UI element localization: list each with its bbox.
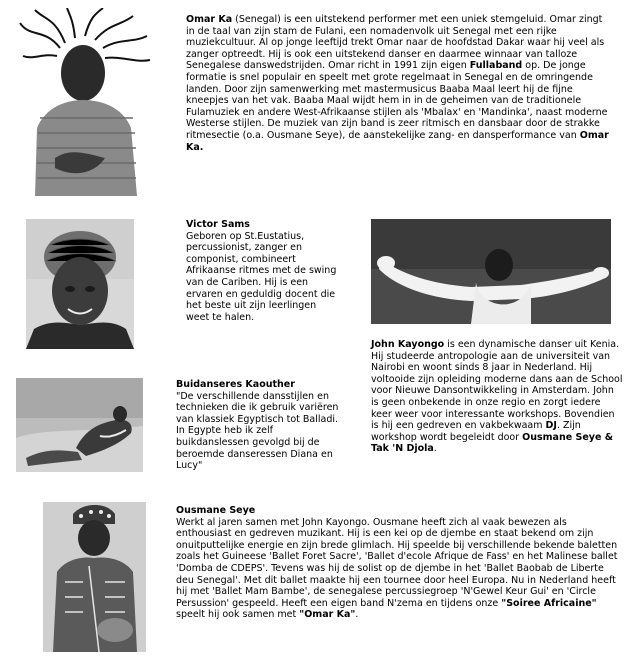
victor-sams-name: Victor Sams [186, 219, 250, 230]
fullaband-name: Fullaband [469, 60, 523, 72]
ousmane-seye-bio [176, 505, 622, 621]
accompaniment-name: Ousmane Seye & Tak 'N Djola [371, 431, 613, 455]
ousmane-seye-end: . [355, 609, 359, 621]
victor-sams-bio [186, 219, 338, 323]
omar-ka-bio [186, 14, 611, 153]
kaouther-text: "De verschillende dansstijlen en technieken die ik gebruik variëren van klassiek Egyptisch tot Balladi. In Egypte heb ik zelf buikdanslessen gevolgd bij de beroemde danseressen Diana en Lucy" [176, 390, 339, 472]
ousmane-end-name: "Omar Ka" [299, 609, 356, 621]
omar-ka-end-name: Omar Ka. [186, 129, 609, 153]
john-kayongo-name: John Kayongo [371, 339, 445, 350]
dj-label: DJ [545, 420, 557, 432]
ousmane-seye-text: Werkt al jaren samen met John Kayongo. Ousmane heeft zich al vaak bewezen als enthousiast en gedreven muzikant. Hij is een kei op de djembe en staat bekend om zijn onuitputtelijke energie en zijn brede glimlach. Hij speelde bij verschillende bekende baletten zoals het Guineese 'Ballet Foret Sacre', 'Ballet d'ecole Afrique de Fass' en het Malinese ballet 'Domba de CDEPS'. Tevens was hij de solist op de djembe in het 'Ballet Baobab de Liberte deu Senegal'. Met dit ballet maakte hij een tournee door heel Europa. Nu in Nederland heeft hij met 'Ballet Mam Bambe', de senegalese percussiegroep 'N'Gewel Keur Gui' en 'Circle Persussion' gespeeld. Heeft een eigen band N'zema en tijdens onze [176, 516, 618, 609]
john-kayongo-text2: . Zijn workshop wordt begeleidt door [371, 420, 581, 443]
omar-ka-photo [15, 8, 157, 196]
ousmane-seye-photo [43, 502, 146, 652]
kaouther-name: Buidanseres Kaouther [176, 379, 295, 390]
kaouther-bio [176, 379, 346, 472]
omar-ka-name: Omar Ka [186, 14, 233, 25]
ousmane-seye-name: Ousmane Seye [176, 505, 256, 516]
victor-sams-text: Geboren op St.Eustatius, percussionist, zanger en componist, combineert Afrikaanse ritmes met de swing van de Cariben. Hij is een ervaren en geduldig docent die het beste uit zijn leerlingen weet te halen. [186, 230, 337, 323]
kaouther-photo [16, 378, 143, 472]
omar-ka-middle: op. De jonge formatie is snel populair en speelt met grote regelmaat in Senegal en de omringende landen. Door zijn samenwerking met mastermusicus Baaba Maal leert hij de fijne kneepjes van het vak. Baaba Maal wijdt hem in in de geheimen van de traditionele Fulamuziek en andere West-Afrikaanse stijlen als 'Mbalax' en 'Mandinka', naast moderne Westerse stijlen. De muziek van zijn band is zeer ritmisch en dansbaar door de strakke ritmesectie (o.a. Ousmane Seye), de aanstekelijke zang- en dansperformance van [186, 60, 608, 141]
john-kayongo-bio [371, 339, 623, 455]
john-kayongo-text: is een dynamische danser uit Kenia. Hij studeerde antropologie aan de universiteit van Nairobi en woont sinds 8 jaar in Nederland. Hij voltooide zijn opleiding moderne dans aan de School voor Nieuwe Dansontwikkeling in Amsterdam. John is geen onbekende in onze regio en zorgt iedere keer weer voor interessante workshops. Bovendien is hij een gedreven en vakbekwaam [371, 339, 623, 432]
victor-sams-photo [26, 219, 134, 349]
john-kayongo-photo [371, 219, 611, 324]
omar-ka-intro: (Senegal) is een uitstekend performer met een uniek stemgeluid. Omar zingt in de taal van zijn stam de Fulani, een nomadenvolk uit Senegal met een rijke muziekcultuur. Al op jonge leeftijd trekt Omar naar de hoofdstad Dakar waar hij veel als zanger optreedt. Hij is ook een uitstekend danser en daarmee winnaar van talloze Senegalese danswedstrijden. Omar richt in 1991 zijn eigen [186, 14, 605, 72]
john-kayongo-end: . [433, 443, 437, 455]
ousmane-seye-text2: speelt hij ook samen met [176, 609, 300, 621]
soiree-africaine: "Soiree Africaine" [501, 597, 597, 609]
